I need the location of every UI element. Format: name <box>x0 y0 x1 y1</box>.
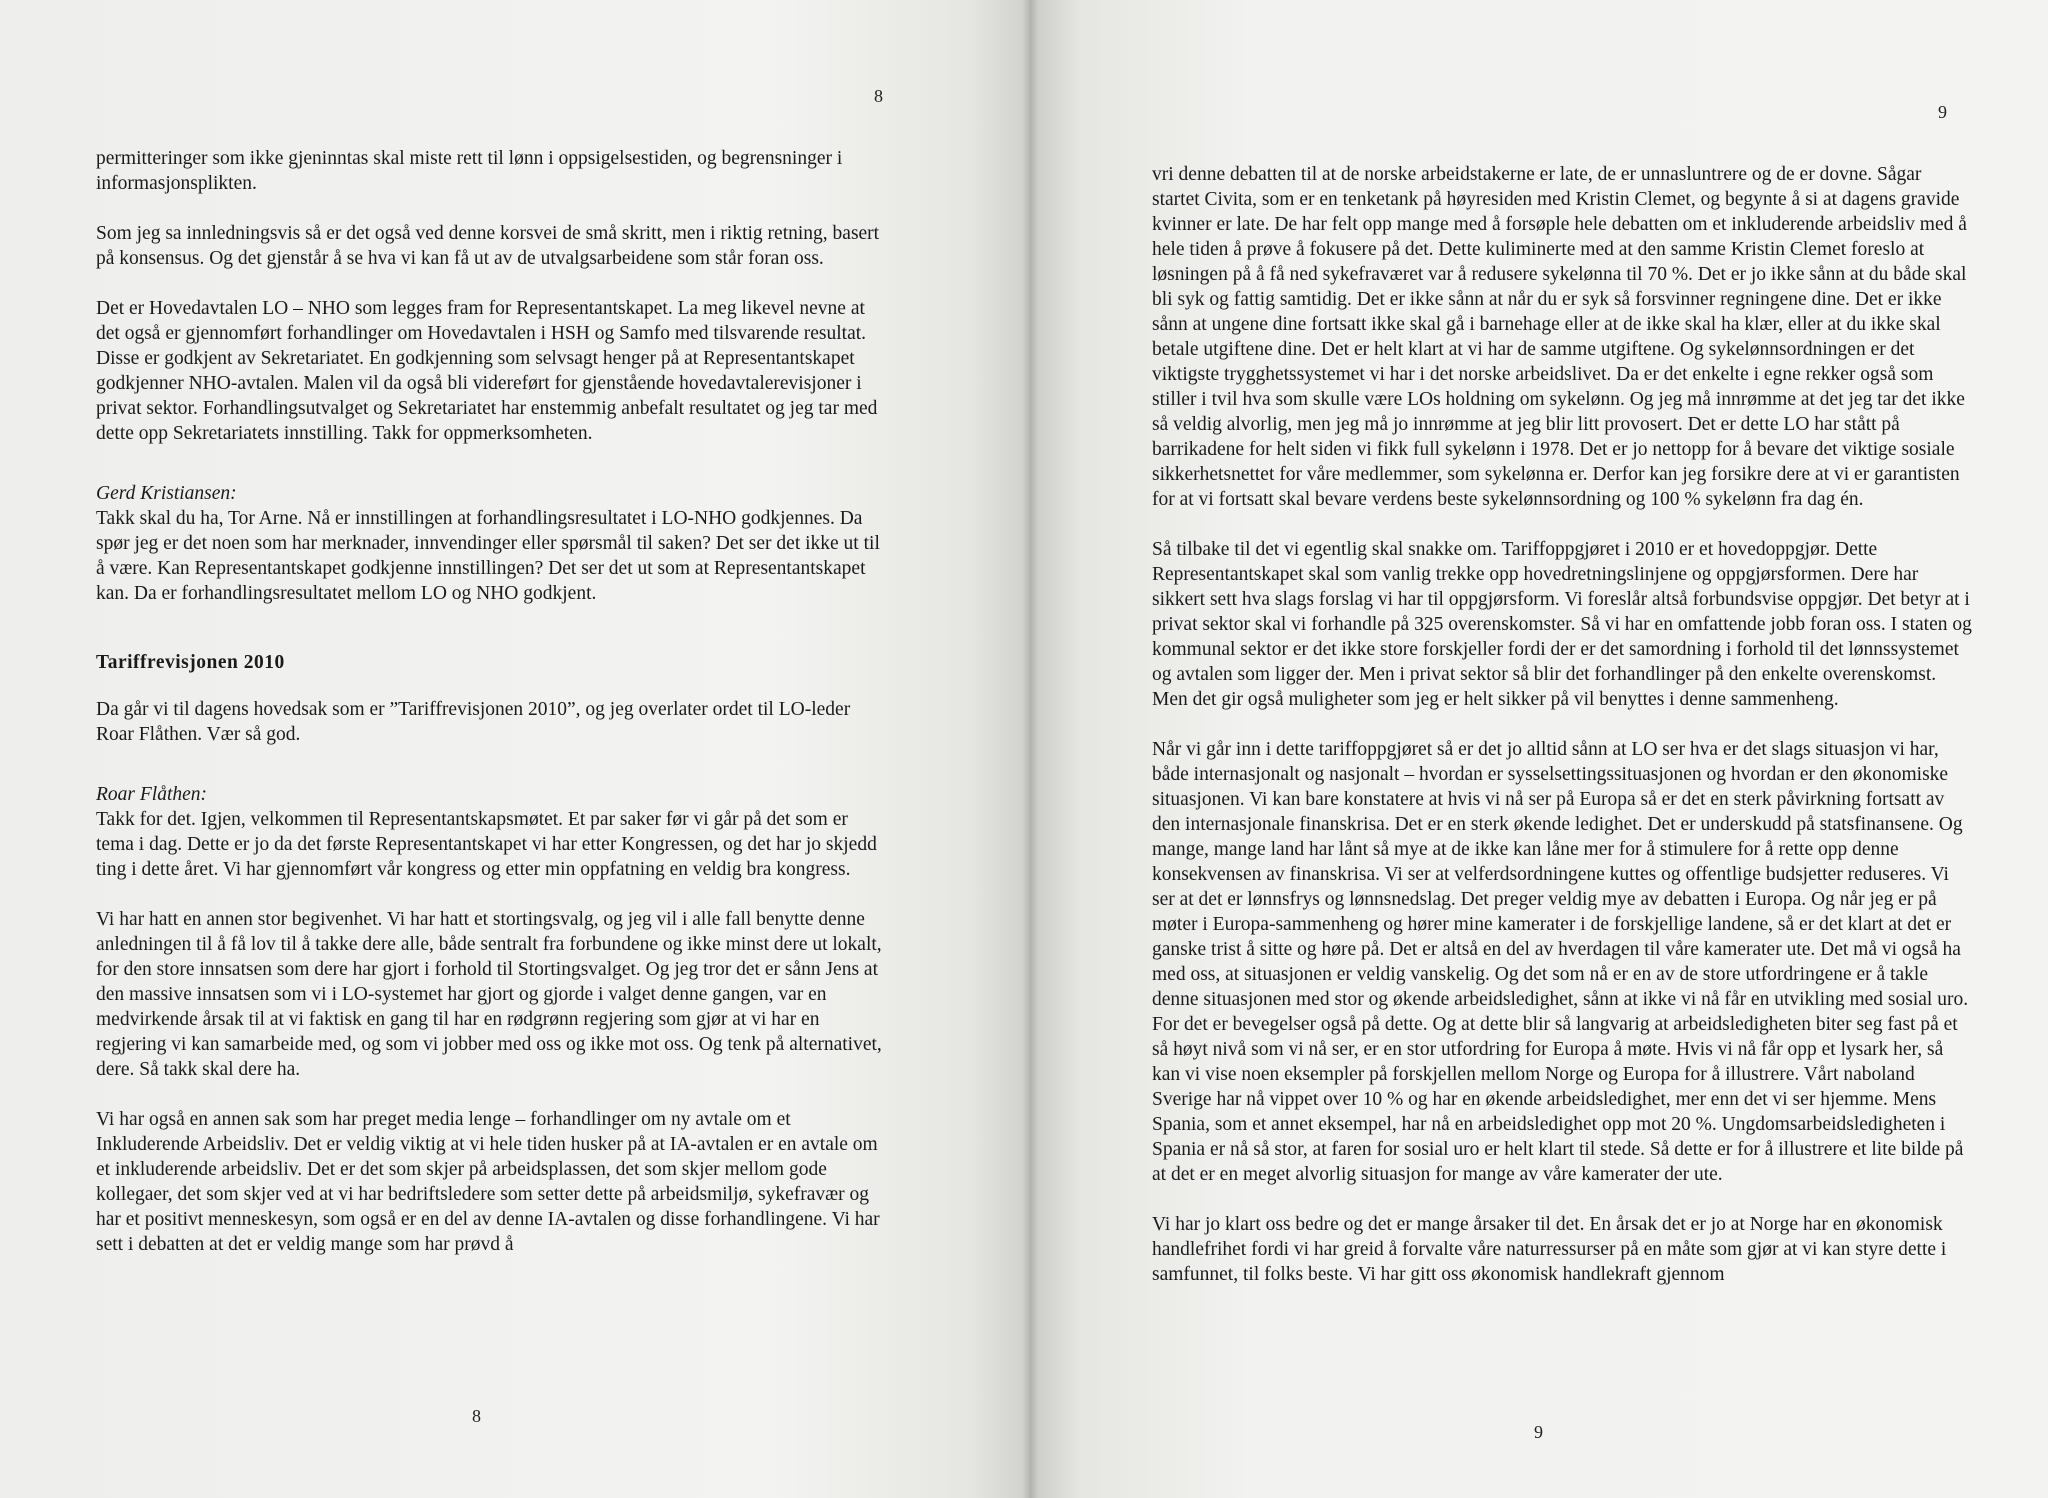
paragraph: Takk for det. Igjen, velkommen til Representantskapsmøtet. Et par saker før vi går på det som er tema i dag. Dette er jo da det første Representantskapet vi har etter Kongressen, og det har jo skjedd ting i dette året. Vi har gjennomført vår kongress og etter min oppfatning en veldig bra kongress. <box>96 809 877 880</box>
paragraph: Vi har også en annen sak som har preget media lenge – forhandlinger om ny avtale om et Inkluderende Arbeidsliv. Det er veldig viktig at vi hele tiden husker på at IA-avtalen er en avtale om et inkluderende arbeidsliv. Det er det som skjer på arbeidsplassen, det som skjer mellom gode kollegaer, det som skjer ved at vi har bedriftsledere som setter dette på arbeidsmiljø, sykefravær og har et positivt menneskesyn, som også er en del av denne IA-avtalen og disse forhandlingene. Vi har sett i debatten at det er veldig mange som har prøvd å <box>96 1109 880 1255</box>
paragraph: Så tilbake til det vi egentlig skal snakke om. Tariffoppgjøret i 2010 er et hovedoppgjør. Dette Representantskapet skal som vanlig trekke opp hovedretningslinjene og oppgjørsformen. Dere har sikkert sett hva slags forslag vi har til oppgjørsform. Vi foreslår altså forbundsvise oppgjør. Det betyr at i privat sektor skal vi forhandle på 325 overenskomster. Så vi har en omfattende jobb foran oss. I staten og kommunal sektor er det ikke store forskjeller fordi der er det samordning i forhold til det lønnssystemet og avtalen som ligger der. Men i privat sektor så blir det forhandlinger på den enkelte overenskomst. Men det gir også muligheter som jeg er helt sikker på vil benyttes i denne sammenheng. <box>1152 539 1972 710</box>
right-page-body <box>1152 162 1972 1312</box>
paragraph: Vi har jo klart oss bedre og det er mange årsaker til det. En årsak det er jo at Norge har en økonomisk handlefrihet fordi vi har greid å forvalte våre naturressurser på en måte som gjør at vi kan styre dette i samfunnet, til folks beste. Vi har gitt oss økonomisk handlekraft gjennom <box>1152 1214 1947 1285</box>
paragraph: Da går vi til dagens hovedsak som er ”Tariffrevisjonen 2010”, og jeg overlater ordet til LO-leder Roar Flåthen. Vær så god. <box>96 699 851 745</box>
page-number-bottom: 8 <box>472 1406 481 1426</box>
paragraph: Vi har hatt en annen stor begivenhet. Vi har hatt et stortingsvalg, og jeg vil i alle fall benytte denne anledningen til å få lov til å takke dere alle, både sentralt fra forbundene og ikke minst dere ut lokalt, for den store innsatsen som dere har gjort i forhold til Stortingsvalget. Og jeg tror det er sånn Jens at den massive innsatsen som vi i LO-systemet har gjort og gjorde i valget denne gangen, var en medvirkende årsak til at vi faktisk en gang til har en rødgrønn regjering som gjør at vi har en regjering vi kan samarbeide med, og som vi jobber med oss og ikke mot oss. Og tenk på alternativet, dere. Så takk skal dere ha. <box>96 909 882 1080</box>
book-gutter <box>1022 0 1038 1498</box>
paragraph: Som jeg sa innledningsvis så er det også ved denne korsvei de små skritt, men i riktig retning, basert på konsensus. Og det gjenstår å se hva vi kan få ut av de utvalgsarbeidene som står foran oss. <box>96 223 880 269</box>
right-page <box>1030 0 2048 1498</box>
page-number-bottom: 9 <box>1534 1422 1543 1442</box>
left-page-body <box>96 146 882 1282</box>
speaker-name: Gerd Kristiansen: <box>96 483 237 504</box>
page-number-top: 8 <box>874 86 883 106</box>
paragraph: permitteringer som ikke gjeninntas skal miste rett til lønn i oppsigelsestiden, og begrensninger i informasjonsplikten. <box>96 148 843 194</box>
paragraph: Det er Hovedavtalen LO – NHO som legges fram for Representantskapet. La meg likevel nevne at det også er gjennomført forhandlinger om Hovedavtalen i HSH og Samfo med tilsvarende resultat. Disse er godkjent av Sekretariatet. En godkjenning som selvsagt henger på at Representantskapet godkjenner NHO-avtalen. Malen vil da også bli videreført for gjenstående hovedavtalerevisjoner i privat sektor. Forhandlingsutvalget og Sekretariatet har enstemmig anbefalt resultatet og jeg tar med dette opp Sekretariatets innstilling. Takk for oppmerksomheten. <box>96 298 878 444</box>
paragraph: Når vi går inn i dette tariffoppgjøret så er det jo alltid sånn at LO ser hva er det slags situasjon vi har, både internasjonalt og nasjonalt – hvordan er sysselsettingssituasjonen og hvordan er den økonomiske situasjonen. Vi kan bare konstatere at hvis vi nå ser på Europa så er det en sterk påvirkning fortsatt av den internasjonale finanskrisa. Det er en sterk økende ledighet. Det er underskudd på statsfinansene. Og mange, mange land har lånt så mye at de ikke kan låne mer for å stimulere for å rette opp denne konsekvensen av finanskrisa. Vi ser at velferdsordningene kuttes og offentlige budsjetter reduseres. Vi ser at det er lønnsfrys og lønnsnedslag. Det preger veldig mye av debatten i Europa. Og når jeg er på møter i Europa-sammenheng og hører mine kamerater i de forskjellige landene, så er det klart at det er ganske trist å sitte og høre på. Det er altså en del av hverdagen til våre kamerater ute. Det må vi også ha med oss, at situasjonen er veldig vanskelig. Og det som nå er en av de store utfordringene er å takle denne situasjonen med stor og økende arbeidsledighet, sånn at ikke vi nå får en utvikling med sosial uro. For det er bevegelser også på dette. Og at dette blir så langvarig at arbeidsledigheten biter seg fast på et så høyt nivå som vi nå ser, er en stor utfordring for Europa å møte. Hvis vi nå får opp et lysark her, så kan vi vise noen eksempler på forskjellen mellom Norge og Europa for å illustrere. Vårt naboland Sverige har nå vippet over 10 % og har en økende arbeidsledighet, mer enn det vi ser hjemme. Mens Spania, som et annet eksempel, har nå en arbeidsledighet opp mot 20 %. Ungdomsarbeidsledigheten i Spania er nå så stor, at faren for sosial uro er helt klart til stede. Så dette er for å illustrere et lite bilde på at det er en meget alvorlig situasjon for mange av våre kamerater der ute. <box>1152 739 1969 1185</box>
section-heading: Tariffrevisjonen 2010 <box>96 652 285 673</box>
page-number-top: 9 <box>1938 102 1947 122</box>
paragraph: vri denne debatten til at de norske arbeidstakerne er late, de er unnasluntrere og de er dovne. Sågar startet Civita, som er en tenketank på høyresiden med Kristin Clemet, og begynte å si at dagens gravide kvinner er late. De har felt opp mange med å forsøple hele debatten om et inkluderende arbeidsliv med å hele tiden å prøve å fokusere på det. Dette kuliminerte med at den samme Kristin Clemet foreslo at løsningen på å få ned sykefraværet var å redusere sykelønna til 70 %. Det er jo ikke sånn at du både skal bli syk og fattig samtidig. Det er ikke sånn at når du er syk så forsvinner regningene dine. Det er ikke sånn at ungene dine fortsatt ikke skal gå i barnehage eller at de ikke skal ha klær, eller at du ikke skal betale utgiftene dine. Det er helt klart at vi har de samme utgiftene. Og sykelønnsordningen er det viktigste trygghetssystemet vi har i det norske arbeidslivet. Da er det enkelte i egne rekker også som stiller i tvil hva som skulle være LOs holdning om sykelønn. Og jeg må innrømme at det jeg tar det ikke så veldig alvorlig, men jeg må jo innrømme at jeg blir litt provosert. Det er dette LO har stått på barrikadene for helt siden vi fikk full sykelønn i 1978. Det er jo nettopp for å bevare det viktige sosiale sikkerhetsnettet for våre medlemmer, som sykelønna er. Derfor kan jeg forsikre dere at vi er garantisten for at vi fortsatt skal bevare verdens beste sykelønnsordning og 100 % sykelønn fra dag én. <box>1152 164 1967 510</box>
speaker-name: Roar Flåthen: <box>96 784 208 805</box>
paragraph: Takk skal du ha, Tor Arne. Nå er innstillingen at forhandlingsresultatet i LO-NHO godkjennes. Da spør jeg er det noen som har merknader, innvendinger eller spørsmål til saken? Det ser det ikke ut til å være. Kan Representantskapet godkjenne innstillingen? Det ser det ut som at Representantskapet kan. Da er forhandlingsresultatet mellom LO og NHO godkjent. <box>96 508 880 604</box>
